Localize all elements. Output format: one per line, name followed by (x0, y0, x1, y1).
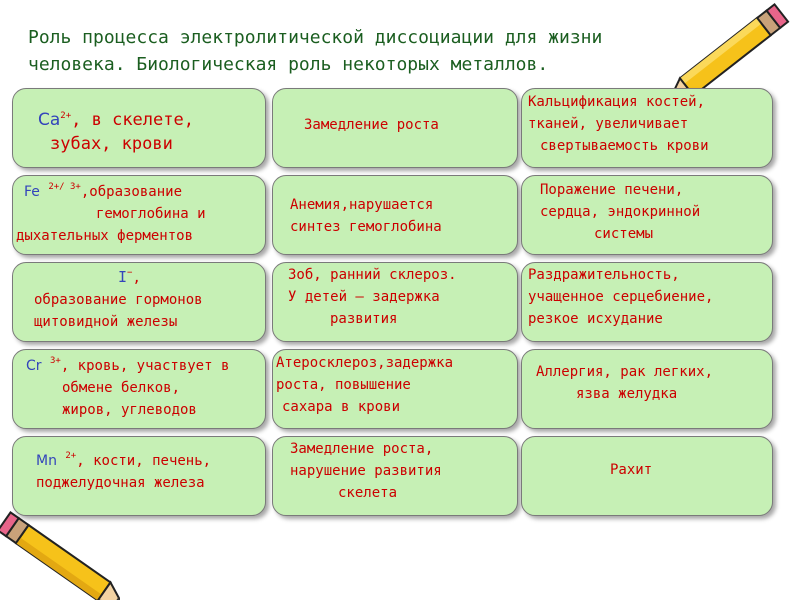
element-description-line: жиров, углеводов (62, 402, 197, 418)
deficiency-line: нарушение развития (290, 463, 442, 479)
excess-text (540, 179, 700, 245)
excess-text (536, 361, 713, 405)
element-symbol: Fe (24, 184, 40, 200)
pencil-icon (0, 505, 120, 600)
element-text-cr (26, 350, 229, 421)
deficiency-line: Замедление роста, (290, 441, 434, 457)
excess-line: Поражение печени, (540, 182, 684, 198)
title-line-1: Роль процесса электролитической диссоциации для жизни (28, 27, 603, 48)
deficiency-text (304, 114, 439, 136)
element-description-line: образование гормонов (34, 292, 203, 308)
excess-line: системы (594, 226, 654, 242)
excess-line: тканей, увеличивает (528, 116, 689, 132)
element-description-line: обмене белков, (62, 380, 181, 396)
element-description: , кровь, участвует в (60, 358, 230, 374)
deficiency-line: скелета (338, 485, 398, 501)
element-symbol: Mn (36, 453, 57, 469)
excess-line: язва желудка (576, 386, 678, 402)
element-charge: 2+ (60, 111, 72, 121)
element-text-i (34, 262, 203, 333)
pencil-icon (668, 0, 800, 100)
title-line-2: человека. Биологическая роль некоторых металлов. (28, 54, 549, 75)
element-description-line: зубах, крови (50, 134, 173, 154)
element-description-line: поджелудочная железа (36, 475, 205, 491)
page-title (28, 24, 708, 78)
deficiency-line: развития (330, 311, 398, 327)
element-symbol: Cr (26, 358, 42, 374)
element-text-fe (16, 176, 206, 247)
deficiency-line: Атеросклероз,задержка (276, 355, 454, 371)
element-charge: 3+ (49, 356, 61, 366)
deficiency-text (290, 438, 442, 504)
element-text-mn (36, 445, 211, 494)
deficiency-line: Зоб, ранний склероз. (288, 267, 457, 283)
excess-line: учащенное серцебиение, (528, 289, 714, 305)
excess-text (528, 91, 709, 157)
element-description: , кости, печень, (76, 453, 212, 469)
element-description-line: дыхательных ферментов (16, 228, 194, 244)
element-text-ca (38, 104, 194, 156)
excess-line: свертываемость крови (540, 138, 709, 154)
element-charge: − (127, 268, 133, 278)
deficiency-text (276, 352, 453, 418)
excess-line: сердца, эндокринной (540, 204, 701, 220)
element-description-line: гемоглобина и (96, 206, 206, 222)
element-description: ,образование (80, 184, 183, 200)
deficiency-line: сахара в крови (282, 399, 401, 415)
element-description: , в скелете, (71, 110, 194, 130)
deficiency-line: У детей – задержка (288, 289, 440, 305)
excess-line: Кальцификация костей, (528, 94, 706, 110)
deficiency-line: Замедление роста (304, 117, 439, 133)
excess-line: резкое исхудание (528, 311, 663, 327)
element-symbol: Ca (38, 110, 61, 130)
deficiency-line: роста, повышение (276, 377, 411, 393)
excess-line: Аллергия, рак легких, (536, 364, 714, 380)
excess-text (528, 264, 713, 330)
deficiency-text (290, 194, 442, 238)
element-symbol: I (118, 268, 128, 286)
excess-line: Раздражительность, (528, 267, 680, 283)
excess-text (610, 459, 652, 481)
excess-line: Рахит (610, 462, 653, 478)
element-description: , (132, 270, 141, 286)
deficiency-text (288, 264, 457, 330)
element-charge: 2+ (65, 451, 77, 461)
deficiency-line: Анемия,нарушается (290, 197, 434, 213)
element-description-line: щитовидной железы (34, 314, 178, 330)
deficiency-line: синтез гемоглобина (290, 219, 442, 235)
element-charge: 2+/ 3+ (48, 182, 81, 192)
